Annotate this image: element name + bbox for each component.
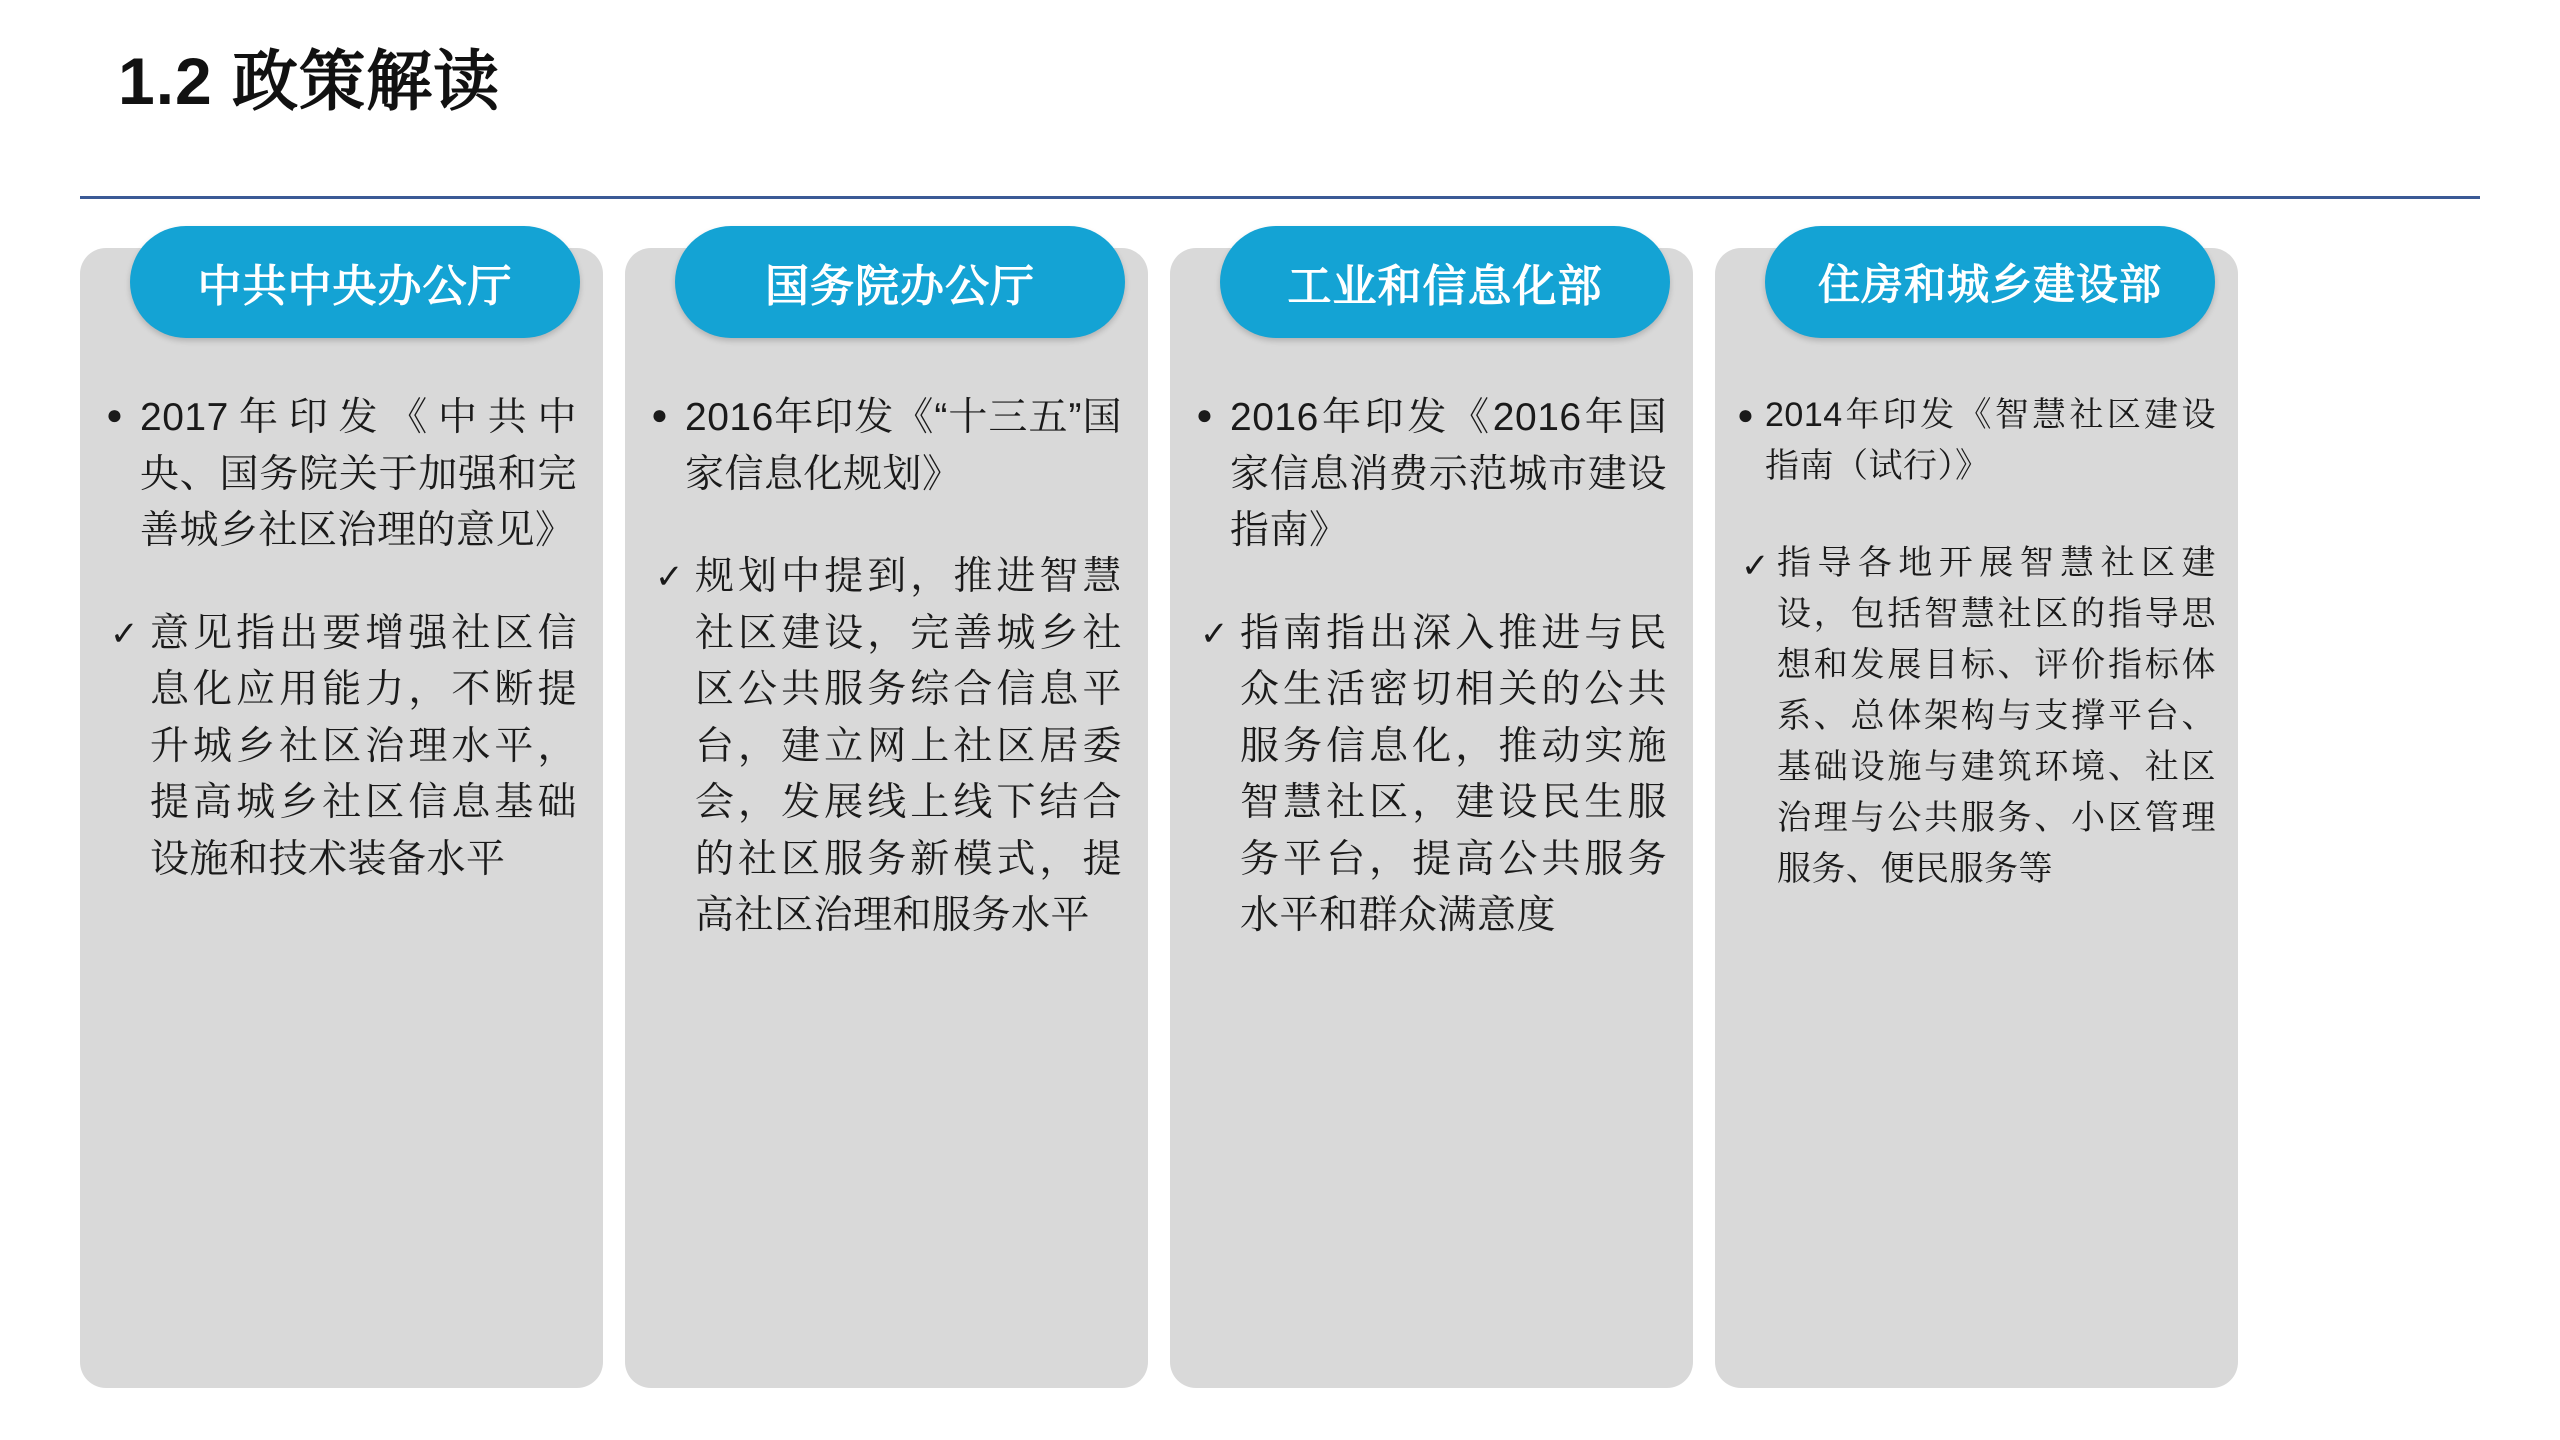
policy-item xyxy=(651,390,1122,503)
policy-card-body xyxy=(106,366,577,888)
bullet-icon: ● xyxy=(1737,399,1754,430)
policy-card xyxy=(80,248,603,1388)
policy-item-text: 2016年印发《“十三五”国家信息化规划》 xyxy=(685,396,1122,496)
policy-item xyxy=(1196,390,1667,560)
policy-card-header xyxy=(1220,226,1670,338)
policy-item-text: 指南指出深入推进与民众生活密切相关的公共服务信息化，推动实施智慧社区，建设民生服务平台，提高公共服务水平和群众满意度 xyxy=(1240,611,1667,938)
policy-card-title: 中共中央办公厅 xyxy=(197,262,513,311)
policy-item-text: 2014年印发《智慧社区建设指南（试行）》 xyxy=(1765,396,2216,485)
check-icon: ✓ xyxy=(1200,614,1229,653)
policy-item xyxy=(106,390,577,560)
policy-card-body xyxy=(1196,366,1667,945)
title-divider xyxy=(80,196,2480,199)
check-icon: ✓ xyxy=(655,558,684,597)
policy-item-text: 2017年印发《中共中央、国务院关于加强和完善城乡社区治理的意见》 xyxy=(140,396,577,553)
policy-card-header xyxy=(130,226,580,338)
policy-item-text: 意见指出要增强社区信息化应用能力，不断提升城乡社区治理水平，提高城乡社区信息基础设施和技术装备水平 xyxy=(150,611,577,881)
policy-card-title: 工业和信息化部 xyxy=(1287,262,1603,311)
policy-item-text: 指导各地开展智慧社区建设，包括智慧社区的指导思想和发展目标、评价指标体系、总体架构与支撑平台、基础设施与建筑环境、社区治理与公共服务、小区管理服务、便民服务等 xyxy=(1777,544,2216,888)
policy-card-title: 住房和城乡建设部 xyxy=(1817,261,2162,308)
policy-card-body xyxy=(1737,366,2216,895)
policy-item-text: 2016年印发《2016年国家信息消费示范城市建设指南》 xyxy=(1230,396,1667,553)
policy-item xyxy=(106,606,577,889)
policy-card xyxy=(625,248,1148,1388)
policy-card-row xyxy=(80,248,2480,1388)
bullet-icon: ● xyxy=(651,399,668,430)
policy-item xyxy=(1196,606,1667,945)
policy-card-body xyxy=(651,366,1122,945)
policy-card xyxy=(1170,248,1693,1388)
policy-item xyxy=(1737,538,2216,895)
policy-item xyxy=(1737,390,2216,492)
check-icon: ✓ xyxy=(1741,547,1770,585)
policy-item xyxy=(651,549,1122,945)
policy-item-text: 规划中提到，推进智慧社区建设，完善城乡社区公共服务综合信息平台，建立网上社区居委会，发展线上线下结合的社区服务新模式，提高社区治理和服务水平 xyxy=(695,555,1122,938)
policy-card-title: 国务院办公厅 xyxy=(765,262,1035,311)
bullet-icon: ● xyxy=(106,399,123,430)
page-title: 1.2 政策解读 xyxy=(118,44,501,118)
check-icon: ✓ xyxy=(110,614,139,653)
policy-card-header xyxy=(675,226,1125,338)
policy-card-header xyxy=(1765,226,2215,338)
bullet-icon: ● xyxy=(1196,399,1213,430)
policy-card xyxy=(1715,248,2238,1388)
